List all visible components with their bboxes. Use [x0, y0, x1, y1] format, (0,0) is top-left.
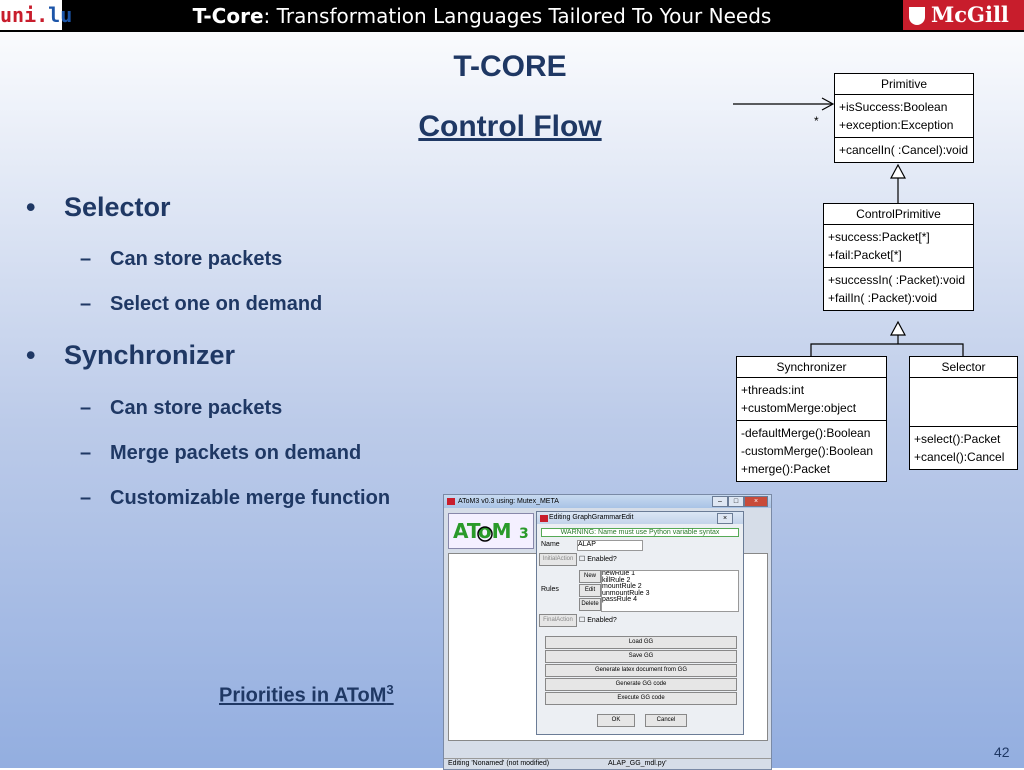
warning-banner: WARNING: Name must use Python variable syntax: [541, 528, 739, 537]
header-title-rest: : Transformation Languages Tailored To Your Needs: [263, 4, 772, 28]
class-attribute: +threads:int: [741, 383, 805, 397]
atom3-logo-graphic: [449, 514, 533, 548]
class-attributes: [824, 225, 973, 268]
uml-class-primitive: [834, 73, 974, 163]
class-operation: +successIn( :Packet):void: [828, 273, 966, 287]
status-left: Editing 'Nonamed' (not modified): [448, 760, 550, 767]
new-rule-button[interactable]: New: [579, 570, 601, 583]
page-number: 42: [994, 744, 1010, 760]
class-attribute: +exception:Exception: [839, 118, 954, 132]
class-attributes: [737, 378, 886, 421]
class-operations: [835, 138, 973, 162]
checkbox-label: Enabled?: [587, 556, 617, 563]
list-item[interactable]: newRule 1: [602, 570, 636, 577]
uml-class-selector: [909, 356, 1018, 470]
initial-action-button[interactable]: InitialAction: [539, 553, 577, 566]
dash: –: [80, 397, 92, 419]
class-operation: +cancel():Cancel: [914, 450, 1005, 464]
tk-icon: [447, 498, 455, 505]
class-operations: [910, 427, 1017, 469]
status-right: ALAP_GG_mdl.py': [608, 760, 667, 767]
uml-class-synchronizer: [736, 356, 887, 482]
dialog-close-button[interactable]: ×: [717, 513, 733, 524]
rules-label: Rules: [541, 586, 559, 593]
class-operation: +select():Packet: [914, 432, 1001, 446]
slide-subtitle: Control Flow: [418, 110, 602, 143]
atom3-logo-icon: [448, 513, 534, 549]
list-item[interactable]: passRule 4: [602, 596, 638, 603]
class-attribute: +customMerge:object: [741, 401, 857, 415]
close-button[interactable]: ×: [744, 496, 768, 507]
class-operation: -defaultMerge():Boolean: [741, 426, 871, 440]
multiplicity-label: *: [814, 114, 819, 128]
atom3-titlebar: [444, 495, 771, 508]
class-name: Primitive: [835, 74, 973, 95]
execute-gg-code-button[interactable]: Execute GG code: [545, 692, 737, 705]
ok-button[interactable]: OK: [597, 714, 635, 727]
list-item[interactable]: killRule 2: [602, 576, 631, 584]
priorities-link-text[interactable]: Priorities in AToM: [219, 684, 387, 707]
atom3-title: AToM3 v0.3 using: Mutex_META: [458, 498, 559, 505]
inheritance-triangle-icon: [891, 165, 905, 178]
dash: –: [80, 487, 92, 509]
inheritance-triangle-icon: [891, 322, 905, 335]
list-item[interactable]: mountRule 2: [602, 583, 642, 590]
checkbox-label: Enabled?: [587, 617, 617, 624]
svg-text:3: 3: [519, 526, 529, 542]
generate-gg-code-button[interactable]: Generate GG code: [545, 678, 737, 691]
sub-bullet-text: Merge packets on demand: [110, 442, 362, 464]
class-name: ControlPrimitive: [824, 204, 973, 225]
bullet-dot: •: [26, 192, 36, 222]
class-attribute: +success:Packet[*]: [828, 230, 930, 244]
dialog-titlebar: [537, 512, 743, 524]
class-attributes: [835, 95, 973, 138]
svg-text:AToM: AToM: [453, 519, 512, 543]
mcgill-logo-text: McGill: [931, 2, 1009, 27]
class-attributes: [910, 378, 1017, 427]
name-label: Name: [541, 541, 560, 548]
rules-list[interactable]: [601, 570, 739, 612]
save-gg-button[interactable]: Save GG: [545, 650, 737, 663]
generate-latex-button[interactable]: Generate latex document from GG: [545, 664, 737, 677]
sub-bullet-text: Customizable merge function: [110, 487, 391, 509]
class-operation: -customMerge():Boolean: [741, 444, 874, 458]
tk-icon: [540, 515, 548, 522]
list-item[interactable]: unmountRule 3: [602, 589, 650, 597]
minimize-button[interactable]: –: [712, 496, 728, 507]
initial-enabled-checkbox[interactable]: ☐ Enabled?: [579, 556, 617, 563]
class-attribute: +fail:Packet[*]: [828, 248, 902, 262]
sub-bullet-text: Can store packets: [110, 397, 283, 419]
inheritance-branch: [811, 344, 963, 356]
class-operation: +cancelIn( :Cancel):void: [839, 143, 969, 157]
bullet-dot: •: [26, 340, 36, 370]
class-name: Synchronizer: [737, 357, 886, 378]
class-operation: +failIn( :Packet):void: [828, 291, 938, 305]
header-title-bold: T-Core: [192, 4, 264, 28]
slide-title: T-CORE: [453, 50, 567, 83]
dash: –: [80, 442, 92, 464]
cancel-button[interactable]: Cancel: [645, 714, 687, 727]
sub-bullet-text: Select one on demand: [110, 293, 323, 315]
dash: –: [80, 293, 92, 315]
grammar-edit-dialog: [536, 511, 744, 735]
class-operations: [737, 421, 886, 481]
final-action-button[interactable]: FinalAction: [539, 614, 577, 627]
atom3-window: [443, 494, 772, 770]
bullet-label: Selector: [64, 192, 171, 222]
class-operation: +merge():Packet: [741, 462, 831, 476]
priorities-link-sup[interactable]: 3: [386, 682, 394, 697]
name-input[interactable]: ALAP: [577, 540, 643, 551]
delete-rule-button[interactable]: Delete: [579, 598, 601, 611]
edit-rule-button[interactable]: Edit: [579, 584, 601, 597]
final-enabled-checkbox[interactable]: ☐ Enabled?: [579, 617, 617, 624]
dialog-title: Editing GraphGrammarEdit: [549, 514, 634, 521]
maximize-button[interactable]: □: [728, 496, 744, 507]
status-bar: [444, 758, 771, 769]
sub-bullet-text: Can store packets: [110, 248, 283, 270]
uni-lu-logo: uni.lu: [0, 0, 62, 30]
uml-class-controlprimitive: [823, 203, 974, 311]
class-operations: [824, 268, 973, 310]
load-gg-button[interactable]: Load GG: [545, 636, 737, 649]
bullet-label: Synchronizer: [64, 340, 236, 370]
dash: –: [80, 248, 92, 270]
class-name: Selector: [910, 357, 1017, 378]
class-attribute: +isSuccess:Boolean: [839, 100, 948, 114]
